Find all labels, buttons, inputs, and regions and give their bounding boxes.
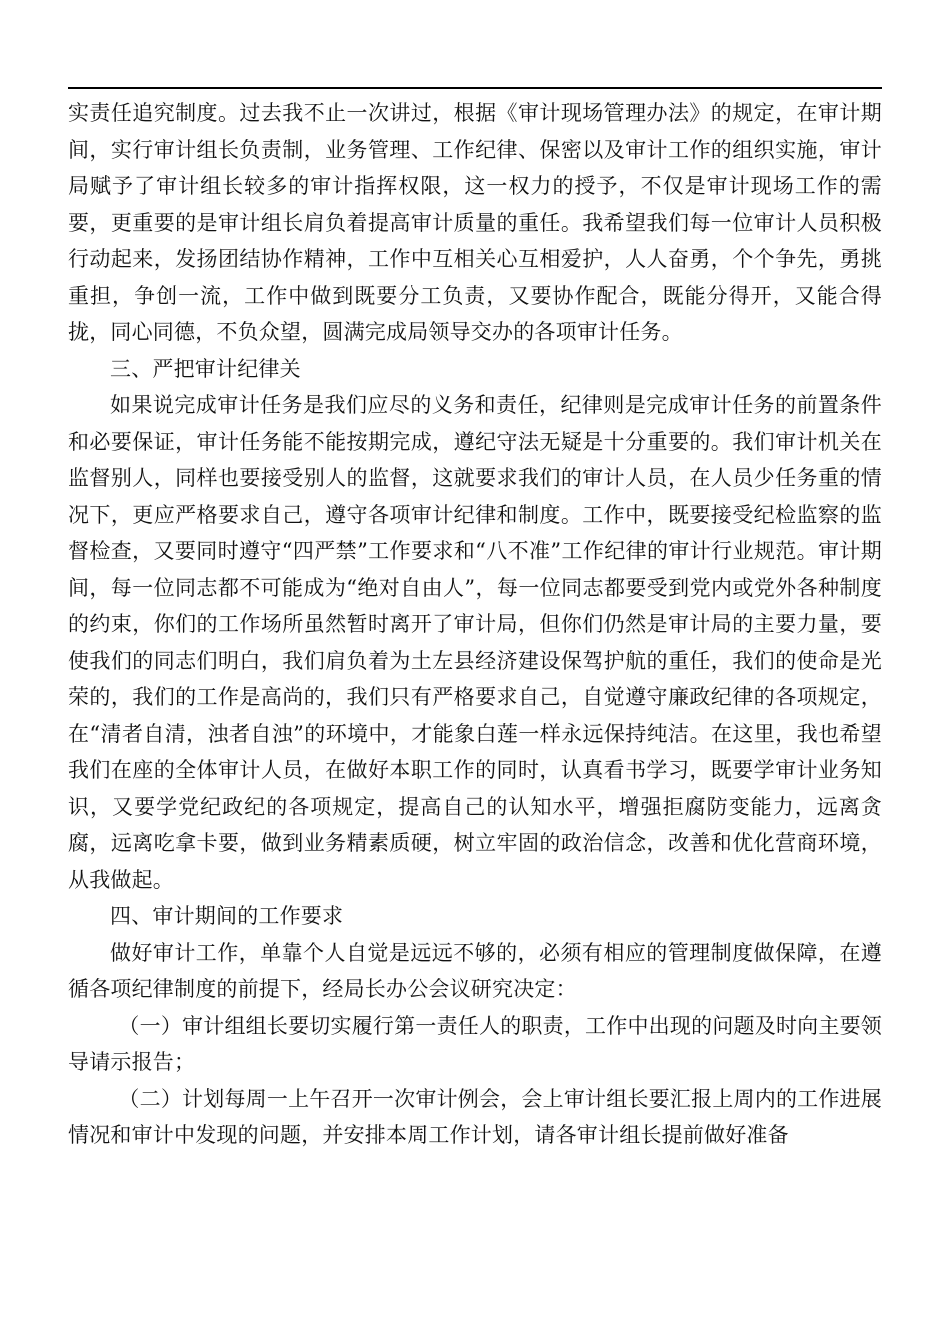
- paragraph-discipline: 如果说完成审计任务是我们应尽的义务和责任，纪律则是完成审计任务的前置条件和必要保证，审计任务能不能按期完成，遵纪守法无疑是十分重要的。我们审计机关在监督别人，同样也要接受别人的监督，这就要求我们的审计人员，在人员少任务重的情况下，更应严格要求自己，遵守各项审计纪律和制度。工作中，既要接受纪检监察的监督检查，又要同时遵守“四严禁”工作要求和“八不准”工作纪律的审计行业规范。审计期间，每一位同志都不可能成为“绝对自由人”，每一位同志都要受到党内或党外各种制度的约束，你们的工作场所虽然暂时离开了审计局，但你们仍然是审计局的主要力量，要使我们的同志们明白，我们肩负着为土左县经济建设保驾护航的重任，我们的使命是光荣的，我们的工作是高尚的，我们只有严格要求自己，自觉遵守廉政纪律的各项规定，在“清者自清，浊者自浊”的环境中，才能象白莲一样永远保持纯洁。在这里，我也希望我们在座的全体审计人员，在做好本职工作的同时，认真看书学习，既要学审计业务知识，又要学党纪政纪的各项规定，提高自己的认知水平，增强拒腐防变能力，远离贪腐，远离吃拿卡要，做到业务精素质硬，树立牢固的政治信念，改善和优化营商环境，从我做起。: [68, 393, 882, 892]
- document-body: [68, 95, 882, 1154]
- header-rule: [68, 87, 882, 89]
- section-heading-3: 三、严把审计纪律关: [110, 356, 301, 381]
- list-item-2: （二）计划每周一上午召开一次审计例会，会上审计组长要汇报上周内的工作进展情况和审计中发现的问题，并安排本周工作计划，请各审计组长提前做好准备: [68, 1086, 882, 1147]
- paragraph-continuation: 实责任追究制度。过去我不止一次讲过，根据《审计现场管理办法》的规定，在审计期间，实行审计组长负责制，业务管理、工作纪律、保密以及审计工作的组织实施，审计局赋予了审计组长较多的审计指挥权限，这一权力的授予，不仅是审计现场工作的需要，更重要的是审计组长肩负着提高审计质量的重任。我希望我们每一位审计人员积极行动起来，发扬团结协作精神，工作中互相关心互相爱护，人人奋勇，个个争先，勇挑重担，争创一流，工作中做到既要分工负责，又要协作配合，既能分得开，又能合得拢，同心同德，不负众望，圆满完成局领导交办的各项审计任务。: [68, 101, 882, 344]
- section-heading-4: 四、审计期间的工作要求: [110, 904, 344, 928]
- paragraph-requirements-intro: 做好审计工作，单靠个人自觉是远远不够的，必须有相应的管理制度做保障，在遵循各项纪律制度的前提下，经局长办公会议研究决定：: [68, 940, 882, 1001]
- list-item-1: （一）审计组组长要切实履行第一责任人的职责，工作中出现的问题及时向主要领导请示报告；: [68, 1013, 882, 1074]
